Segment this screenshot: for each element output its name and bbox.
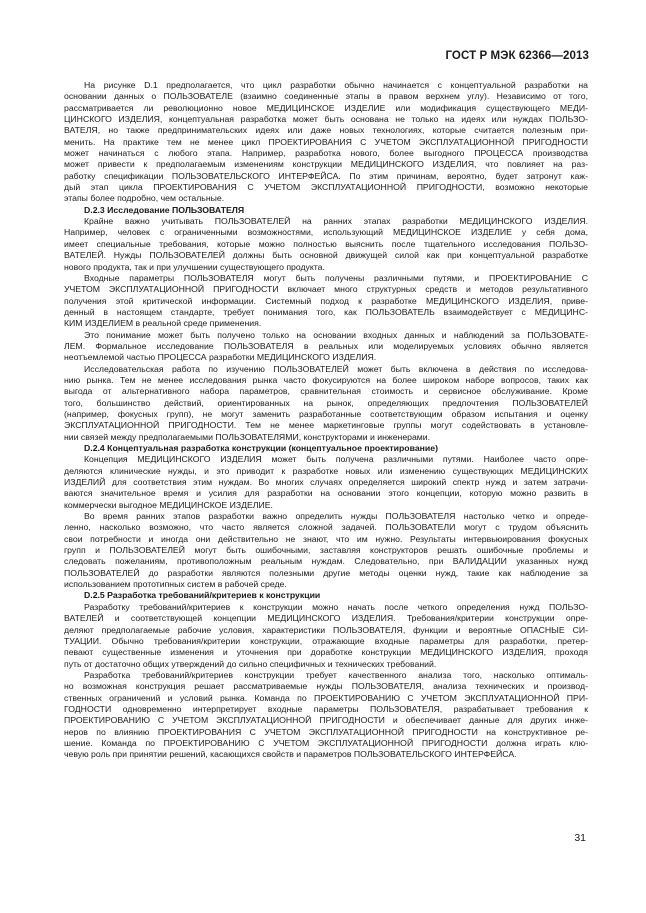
- text-line: ПОЛЬЗОВАТЕЛЕЙ до разработки являются полезными другие методы оценки нужд, такие как наблюдение за: [64, 567, 588, 578]
- text-line: чевую роль при принятии решений, касающихся свойств и параметров ПОЛЬЗОВАТЕЛЬСКОГО ИНТЕРФЕЙСА.: [64, 749, 517, 760]
- text-line: выгода от альтернативного набора параметров, сравнительная стоимость и сервисное обслуживание. Кроме: [64, 386, 588, 397]
- section-heading: D.2.5 Разработка требований/критериев к конструкции: [84, 590, 321, 601]
- text-line: шение. Команда по ПРОЕКТИРОВАНИЮ С УЧЕТОМ ЭКСПЛУАТАЦИОННОЙ ПРИГОДНОСТИ должна играть клю-: [64, 737, 588, 748]
- text-line: денный в настоящем стандарте, требует понимания того, как ПОЛЬЗОВАТЕЛЬ взаимодействует с МЕДИЦИНС-: [64, 306, 588, 317]
- text-line: ленно, насколько возможно, что часто является сложной задачей. ПОЛЬЗОВАТЕЛИ могут с трудом объяснить: [64, 522, 588, 533]
- text-line: следовать пожеланиям, противоположным реальным нуждам. Следовательно, при ВАЛИДАЦИИ указанных нужд: [64, 556, 588, 567]
- text-line: Исследовательская работа по изучению ПОЛЬЗОВАТЕЛЕЙ может быть включена в действия по исследова-: [84, 363, 588, 374]
- text-line: ВАТЕЛЯ, но также предпринимательских идеях или даже новых технологиях, которые считается полезным при-: [64, 125, 588, 136]
- paragraph: [64, 511, 588, 590]
- text-line: Это понимание может быть получено только на основании входных данных и наблюдений за ПОЛЬЗОВАТЕ-: [84, 329, 588, 340]
- text-line: работку спецификации ПОЛЬЗОВАТЕЛЬСКОГО ИНТЕРФЕЙСА. По этим причинам, вероятно, будет затронут каж-: [64, 170, 588, 181]
- text-line: нию рынка. Тем не менее исследования рынка часто фокусируются на более широком наборе вопросов, таких как: [64, 374, 588, 385]
- section-heading: D.2.4 Концептуальная разработка конструкции (концептуальное проектирование): [84, 443, 438, 453]
- text-line: Входные параметры ПОЛЬЗОВАТЕЛЯ могут быть получены различными путями, и ПРОЕКТИРОВАНИЕ С: [84, 272, 588, 283]
- paragraph: [64, 364, 588, 443]
- text-line: Разработку требований/критериев к конструкции можно начать после четкого определения нужд ПОЛЬЗО-: [84, 601, 588, 612]
- document-body: [64, 80, 588, 761]
- standard-number-header: ГОСТ Р МЭК 62366—2013: [445, 50, 589, 62]
- text-line: групп и ПОЛЬЗОВАТЕЛЕЙ могут быть ошибочными, заставляя конструкторов решать ошибочные проблемы и: [64, 545, 588, 556]
- text-line: рассматривается ли революционно новое МЕДИЦИНСКОЕ ИЗДЕЛИЕ или модификация существующего МЕДИ-: [64, 102, 588, 113]
- text-line: может начинаться с любого этапа. Например, разработка нового, более выгодного ПРОЦЕССА производства: [64, 148, 588, 159]
- text-line: дый этап цикла ПРОЕКТИРОВАНИЯ С УЧЕТОМ ЭКСПЛУАТАЦИОННОЙ ПРИГОДНОСТИ, возможно некоторые: [64, 182, 588, 193]
- text-line: этапы более подробно, чем остальные.: [64, 193, 225, 204]
- text-line: УЧЕТОМ ЭКСПЛУАТАЦИОННОЙ ПРИГОДНОСТИ включает много структурных средств и методов результативного: [64, 284, 588, 295]
- text-line: Например, человек с ограниченными возможностями, использующий МЕДИЦИНСКОЕ ИЗДЕЛИЕ у себя дома,: [64, 227, 588, 238]
- paragraph: [64, 330, 588, 364]
- text-line: ТУАЦИИ. Обычно требования/критерии конструкции, отражающие входные параметры для разработки, претер-: [64, 635, 588, 646]
- text-line: ИЗДЕЛИЙ для соответствия этим нуждам. Во многих случаях определяется широкий спектр нужд и затем затрачи-: [64, 477, 588, 488]
- text-line: деляют предполагаемые рабочие условия, характеристики ПОЛЬЗОВАТЕЛЯ, функции и вероятные ОПАСНЫЕ СИ-: [64, 624, 588, 635]
- page-number: 31: [574, 832, 586, 844]
- text-line: неров по влиянию ПРОЕКТИРОВАНИЯ С УЧЕТОМ ЭКСПЛУАТАЦИОННОЙ ПРИГОДНОСТИ на конструктивное ре-: [64, 726, 588, 737]
- paragraph: [64, 602, 588, 670]
- text-line: ваются значительное время и усилия для разработки на основании этого концепции, которую можно развить в: [64, 488, 588, 499]
- text-line: Крайне важно учитывать ПОЛЬЗОВАТЕЛЕЙ на ранних этапах разработки МЕДИЦИНСКОГО ИЗДЕЛИЯ.: [84, 216, 588, 227]
- text-line: ВАТЕЛЕЙ и соответствующей концепции МЕДИЦИНСКОГО ИЗДЕЛИЯ. Требования/критерии конструкции опре-: [64, 613, 588, 624]
- text-line: деляются клинические нужды, и это приводит к разработке новых или изменению существующих МЕДИЦИНСКИХ: [64, 465, 588, 476]
- text-line: Во время ранних этапов разработки важно определить нужды ПОЛЬЗОВАТЕЛЯ настолько четко и опреде-: [84, 511, 588, 522]
- section-heading: D.2.3 Исследование ПОЛЬЗОВАТЕЛЯ: [84, 204, 245, 215]
- text-line: свои потребности и иногда они действительно не знают, что им нужно. Результаты интервьюирования фокусных: [64, 533, 588, 544]
- text-line: неотъемлемой частью ПРОЦЕССА разработки МЕДИЦИНСКОГО ИЗДЕЛИЯ.: [64, 352, 377, 363]
- text-line: ЛЕМ. Формальное исследование ПОЛЬЗОВАТЕЛЯ в реальных или моделируемых условиях обычно является: [64, 340, 588, 351]
- text-line: Концепция МЕДИЦИНСКОГО ИЗДЕЛИЯ может быть получена различными путями. Наиболее часто опре-: [84, 454, 588, 465]
- text-line: ВАТЕЛЕЙ. Нужды ПОЛЬЗОВАТЕЛЕЙ должны быть основной движущей силой как при концептуальной разработке: [64, 250, 588, 261]
- text-line: использованием прототипных систем в рабочей среде.: [64, 579, 287, 590]
- text-line: но возможная конструкция решает рассматриваемые нужды ПОЛЬЗОВАТЕЛЯ, анализа технических и производ-: [64, 681, 588, 692]
- text-line: того, большинство действий, ориентированных на рынок, определяющих предпочтения ПОЛЬЗОВАТЕЛЕЙ: [64, 397, 588, 408]
- text-line: основании данных о ПОЛЬЗОВАТЕЛЕ (взаимно соединенные этапы в правом верхнем углу). Независимо от того,: [64, 91, 588, 102]
- text-line: коммерчески выгодное МЕДИЦИНСКОЕ ИЗДЕЛИЕ.: [64, 499, 273, 510]
- text-line: может привести к предполагаемым изменениям конструкции МЕДИЦИНСКОГО ИЗДЕЛИЯ, что повлияет на раз-: [64, 159, 588, 170]
- text-line: КИМ ИЗДЕЛИЕМ в реальной среде применения.: [64, 318, 262, 329]
- paragraph: [64, 454, 588, 511]
- paragraph: [64, 670, 588, 761]
- text-line: (например, фокусных групп), не могут заменить разработанные соответствующим образом испытания и оценку: [64, 408, 588, 419]
- text-line: путь от достаточно общих утверждений до сильно специфичных и технических требований.: [64, 658, 437, 669]
- text-line: нии связей между предполагаемыми ПОЛЬЗОВАТЕЛЯМИ, конструкторами и инженерами.: [64, 431, 431, 442]
- text-line: ЦИНСКОГО ИЗДЕЛИЯ, концептуальная разработка может быть основана не только на идеях или нуждах ПОЛЬЗО-: [64, 114, 588, 125]
- text-line: ственных ограничений и условий рынка. Команда по ПРОЕКТИРОВАНИЮ С УЧЕТОМ ЭКСПЛУАТАЦИОННОЙ ПРИ-: [64, 692, 588, 703]
- text-line: получения этой критической информации. Системный подход к разработке МЕДИЦИНСКОГО ИЗДЕЛИЯ, приве-: [64, 295, 588, 306]
- text-line: нового продукта, так и при улучшении существующего продукта.: [64, 261, 325, 272]
- text-line: менить. На практике тем не менее цикл ПРОЕКТИРОВАНИЯ С УЧЕТОМ ЭКСПЛУАТАЦИОННОЙ ПРИГОДНОСТИ: [64, 136, 588, 147]
- text-line: певают существенные изменения и уточнения при доработке конструкции МЕДИЦИНСКОГО ИЗДЕЛИЯ, проходя: [64, 647, 588, 658]
- text-line: Разработка требований/критериев конструкции требует качественного анализа того, насколько оптималь-: [84, 669, 588, 680]
- text-line: На рисунке D.1 предполагается, что цикл разработки обычно начинается с концептуальной разработки на: [84, 80, 588, 90]
- text-line: ЭКСПЛУАТАЦИОННОЙ ПРИГОДНОСТИ. Тем не менее маркетинговые группы могут содействовать в установле-: [64, 420, 588, 431]
- text-line: имеет специальные требования, которые можно полностью выяснить после тщательного исследования ПОЛЬЗО-: [64, 238, 588, 249]
- paragraph: [64, 216, 588, 273]
- text-line: ГОДНОСТИ одновременно интерпретирует входные параметры ПОЛЬЗОВАТЕЛЯ, разрабатывает требования к: [64, 703, 588, 714]
- text-line: ПРОЕКТИРОВАНИЮ С УЧЕТОМ ЭКСПЛУАТАЦИОННОЙ ПРИГОДНОСТИ и обеспечивает данные для других инже-: [64, 715, 588, 726]
- paragraph: [64, 273, 588, 330]
- paragraph: [64, 80, 588, 205]
